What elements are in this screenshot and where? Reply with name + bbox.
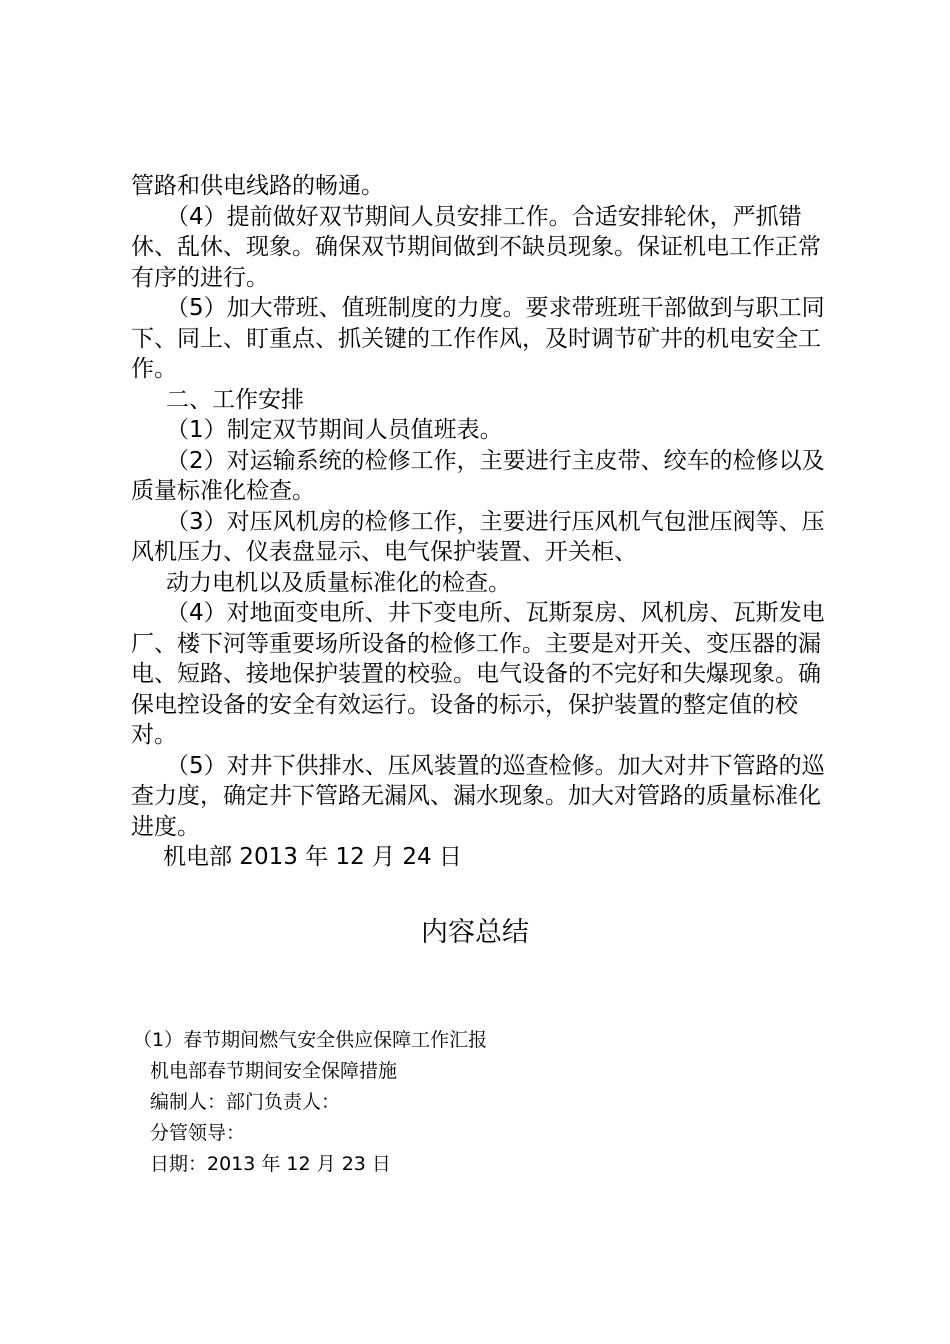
signature-date: 机电部 2013 年 12 月 24 日	[163, 844, 462, 870]
paragraph-arrangement-2: （2）对运输系统的检修工作，主要进行主皮带、绞车的检修以及质量标准化检查。	[131, 447, 825, 504]
summary-line-date: 日期：2013 年 12 月 23 日	[150, 1153, 391, 1175]
paragraph-arrangement-1: （1）制定双节期间人员值班表。	[166, 417, 503, 443]
paragraph-arrangement-4: （4）对地面变电所、井下变电所、瓦斯泵房、风机房、瓦斯发电厂、楼下河等重要场所设备的检修工作。主要是对开关、变压器的漏电、短路、接地保护装置的校验。电气设备的不完好和失爆现象。确保电控设备的安全有效运行。设备的标示，保护装置的整定值的校对。	[131, 600, 825, 748]
section-heading-work-arrangement: 二、工作安排	[166, 386, 304, 413]
paragraph-continuation: 管路和供电线路的畅通。	[131, 173, 384, 199]
summary-line-measures: 机电部春节期间安全保障措施	[150, 1060, 398, 1082]
summary-title: 内容总结	[421, 917, 529, 948]
paragraph-item-5-duty: （5）加大带班、值班制度的力度。要求带班班干部做到与职工同下、同上、盯重点、抓关键的工作作风，及时调节矿井的机电安全工作。	[131, 295, 825, 382]
paragraph-arrangement-3-continued: 动力电机以及质量标准化的检查。	[166, 569, 511, 596]
summary-block	[133, 1025, 833, 1180]
document-body	[131, 171, 831, 873]
paragraph-arrangement-5: （5）对井下供排水、压风装置的巡查检修。加大对井下管路的巡查力度，确定井下管路无漏风、漏水现象。加大对管路的质量标准化进度。	[131, 752, 825, 840]
summary-line-supervisor: 分管领导：	[150, 1122, 246, 1144]
summary-line-report-title: （1）春节期间燃气安全供应保障工作汇报	[133, 1029, 488, 1051]
paragraph-arrangement-3: （3）对压风机房的检修工作，主要进行压风机气包泄压阀等、压风机压力、仪表盘显示、电气保护装置、开关柜、	[131, 508, 825, 565]
paragraph-item-4-staffing: （4）提前做好双节期间人员安排工作。合适安排轮休，严抓错休、乱休、现象。确保双节期间做到不缺员现象。保证机电工作正常有序的进行。	[131, 203, 821, 291]
summary-line-author: 编制人：部门负责人：	[150, 1091, 341, 1113]
